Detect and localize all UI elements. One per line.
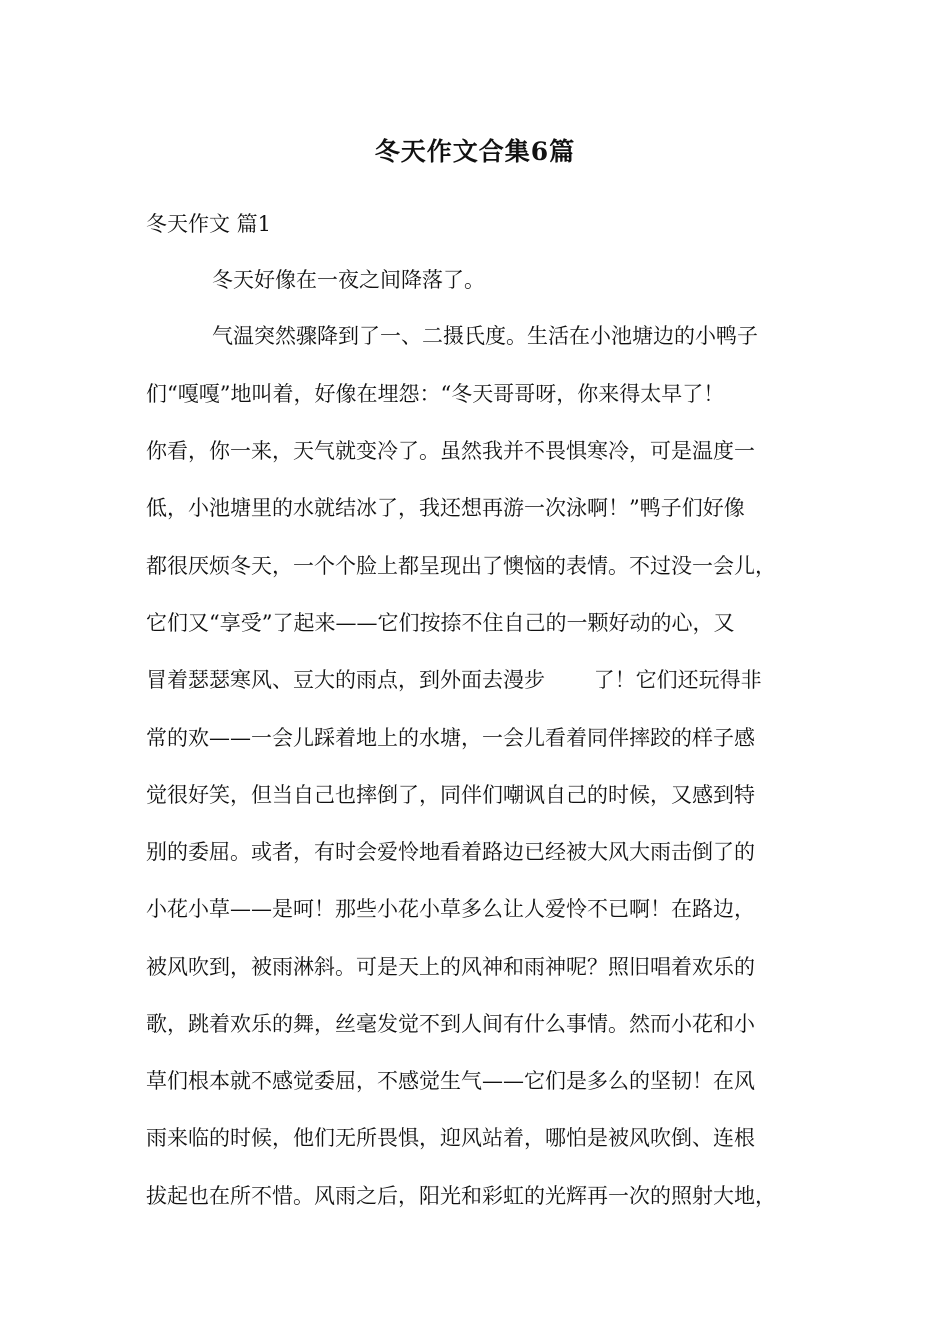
paragraph-line: 歌，跳着欢乐的舞，丝毫发觉不到人间有什么事情。然而小花和小 [146, 1012, 755, 1036]
section-heading: 冬天作文 篇1 [146, 212, 272, 236]
paragraph-line: 们“嘎嘎”地叫着，好像在埋怨：“冬天哥哥呀，你来得太早了！ [146, 382, 725, 406]
paragraph-line: 拔起也在所不惜。风雨之后，阳光和彩虹的光辉再一次的照射大地， [146, 1184, 776, 1208]
paragraph-line: 都很厌烦冬天，一个个脸上都呈现出了懊恼的表情。不过没一会儿， [146, 554, 776, 578]
paragraph-line: 觉很好笑，但当自己也摔倒了，同伴们嘲讽自己的时候，又感到特 [146, 783, 755, 807]
paragraph-line: 常的欢——一会儿踩着地上的水塘，一会儿看着同伴摔跤的样子感 [146, 726, 755, 750]
paragraph-line: 它们又“享受”了起来——它们按捺不住自己的一颗好动的心，又 [146, 611, 735, 635]
paragraph-line: 你看，你一来，天气就变冷了。虽然我并不畏惧寒冷，可是温度一 [146, 439, 755, 463]
paragraph-line: 别的委屈。或者，有时会爱怜地看着路边已经被大风大雨击倒了的 [146, 840, 755, 864]
document-title: 冬天作文合集6篇 [374, 137, 576, 166]
paragraph-line: 冬天好像在一夜之间降落了。 [212, 268, 485, 292]
paragraph-line: 被风吹到，被雨淋斜。可是天上的风神和雨神呢？照旧唱着欢乐的 [146, 955, 755, 979]
paragraph-line: 雨来临的时候，他们无所畏惧，迎风站着，哪怕是被风吹倒、连根 [146, 1126, 755, 1150]
paragraph-line: 低，小池塘里的水就结冰了，我还想再游一次泳啊！”鸭子们好像 [146, 496, 745, 520]
paragraph-line: 小花小草——是呵！那些小花小草多么让人爱怜不已啊！在路边， [146, 897, 755, 921]
paragraph-line: 气温突然骤降到了一、二摄氏度。生活在小池塘边的小鸭子 [212, 324, 758, 348]
paragraph-line: 草们根本就不感觉委屈，不感觉生气——它们是多么的坚韧！在风 [146, 1069, 755, 1093]
paragraph-line: 冒着瑟瑟寒风、豆大的雨点，到外面去漫步 了！它们还玩得非 [146, 668, 762, 692]
